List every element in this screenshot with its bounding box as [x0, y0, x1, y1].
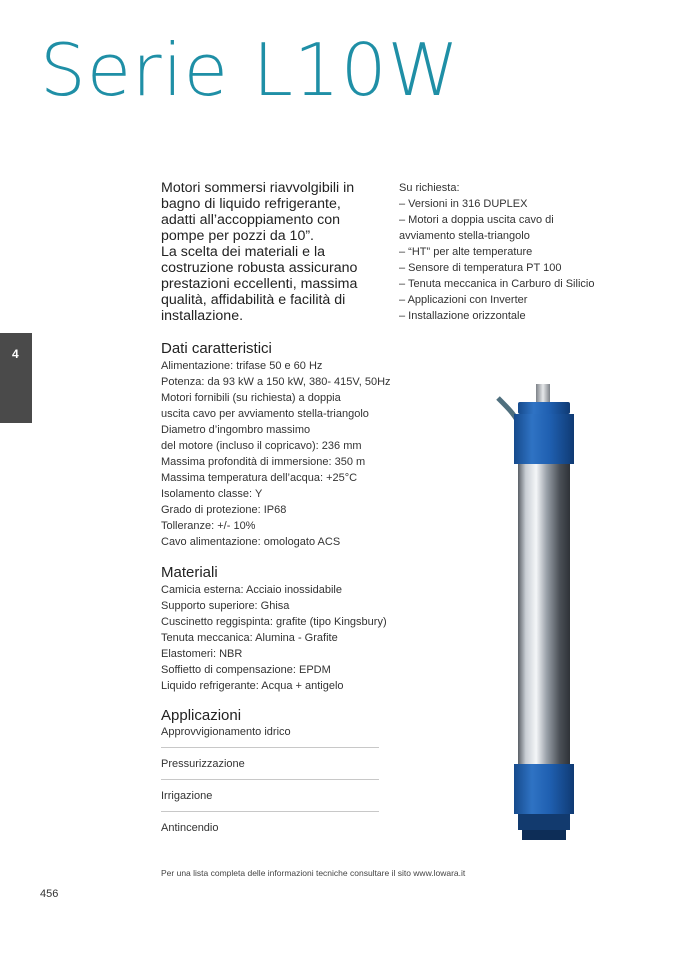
characteristics-section: [161, 340, 391, 550]
lower-housing: [514, 764, 574, 814]
intro-line: costruzione robusta assicurano: [161, 260, 358, 276]
characteristic-row: Diametro d’ingombro massimo: [161, 424, 311, 436]
applications-heading: Applicazioni: [161, 707, 242, 724]
intro-line: prestazioni eccellenti, massima: [161, 276, 358, 292]
characteristic-row: Tolleranze: +/- 10%: [161, 520, 256, 532]
characteristic-row: Grado di protezione: IP68: [161, 504, 287, 516]
intro-line: La scelta dei materiali e la: [161, 244, 326, 260]
characteristic-row: Massima profondità di immersione: 350 m: [161, 456, 366, 468]
characteristics-heading: Dati caratteristici: [161, 340, 272, 357]
characteristic-row: Massima temperatura dell’acqua: +25°C: [161, 472, 358, 484]
on-request-heading: Su richiesta:: [399, 182, 460, 194]
materials-heading: Materiali: [161, 564, 218, 581]
material-row: Soffietto di compensazione: EPDM: [161, 664, 331, 676]
chapter-number: 4: [12, 347, 19, 361]
upper-housing: [514, 414, 574, 464]
intro-line: adatti all’accoppiamento con: [161, 212, 341, 228]
page-number: 456: [40, 888, 59, 900]
base-foot: [522, 830, 566, 840]
on-request-item: avviamento stella-triangolo: [399, 230, 530, 242]
characteristic-row: Isolamento classe: Y: [161, 488, 263, 500]
steel-jacket: [518, 464, 570, 764]
chapter-tab: [0, 333, 32, 423]
application-item: Irrigazione: [161, 780, 379, 812]
characteristic-row: Motori fornibili (su richiesta) a doppia: [161, 392, 341, 404]
intro-text: [161, 180, 386, 324]
intro-line: pompe per pozzi da 10”.: [161, 228, 315, 244]
application-item: Approvvigionamento idrico: [161, 725, 379, 748]
material-row: Elastomeri: NBR: [161, 648, 243, 660]
top-flange: [518, 402, 570, 414]
characteristic-row: Cavo alimentazione: omologato ACS: [161, 536, 341, 548]
on-request-item: – Versioni in 316 DUPLEX: [399, 198, 528, 210]
intro-line: Motori sommersi riavvolgibili in: [161, 180, 355, 196]
on-request-item: – “HT” per alte temperature: [399, 246, 533, 258]
applications-section: [161, 707, 379, 844]
material-row: Cuscinetto reggispinta: grafite (tipo Kingsbury): [161, 616, 387, 628]
footer-note: Per una lista completa delle informazioni tecniche consultare il sito www.lowara.it: [161, 868, 466, 878]
material-row: Camicia esterna: Acciaio inossidabile: [161, 584, 342, 596]
intro-line: installazione.: [161, 308, 244, 324]
on-request-item: – Installazione orizzontale: [399, 310, 526, 322]
materials-section: [161, 564, 386, 694]
characteristic-row: uscita cavo per avviamento stella-triangolo: [161, 408, 369, 420]
on-request-list: [399, 180, 639, 324]
intro-line: qualità, affidabilità e facilità di: [161, 292, 346, 308]
characteristic-row: Alimentazione: trifase 50 e 60 Hz: [161, 360, 323, 372]
submersible-motor-image: [488, 378, 598, 848]
intro-line: bagno di liquido refrigerante,: [161, 196, 341, 212]
page-title: Serie L10W: [40, 28, 460, 112]
on-request-item: – Tenuta meccanica in Carburo di Silicio: [399, 278, 595, 290]
on-request-item: – Sensore di temperatura PT 100: [399, 262, 562, 274]
material-row: Supporto superiore: Ghisa: [161, 600, 290, 612]
on-request-item: – Applicazioni con Inverter: [399, 294, 528, 306]
material-row: Liquido refrigerante: Acqua + antigelo: [161, 680, 344, 692]
on-request-item: – Motori a doppia uscita cavo di: [399, 214, 554, 226]
application-item: Pressurizzazione: [161, 748, 379, 780]
motor-base: [518, 814, 570, 830]
characteristic-row: Potenza: da 93 kW a 150 kW, 380- 415V, 50Hz: [161, 376, 391, 388]
material-row: Tenuta meccanica: Alumina - Grafite: [161, 632, 338, 644]
application-item: Antincendio: [161, 822, 219, 834]
characteristic-row: del motore (incluso il copricavo): 236 mm: [161, 440, 362, 452]
